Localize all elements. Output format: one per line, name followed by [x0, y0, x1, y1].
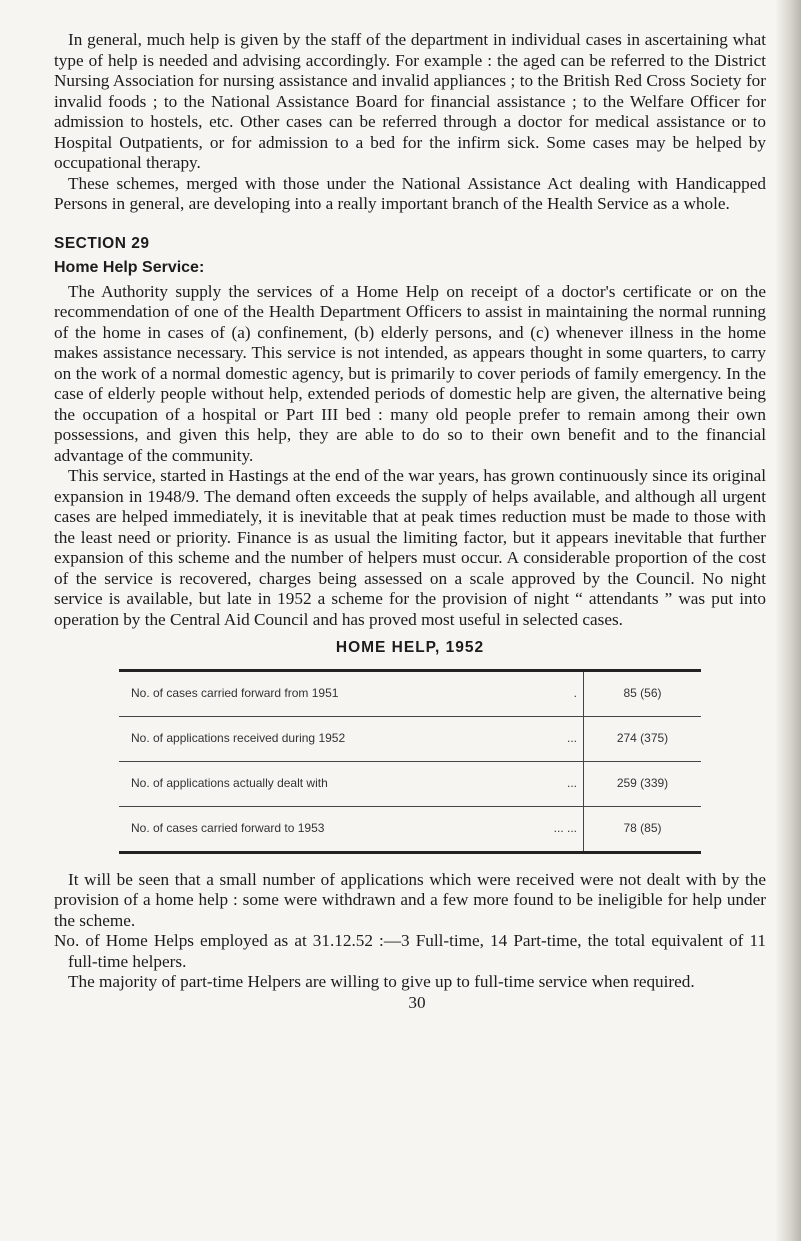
table-row — [119, 761, 701, 806]
leader-dots: ... — [566, 731, 577, 746]
leader-dots: ... ... — [553, 821, 577, 836]
after-paragraph-3: The majority of part-time Helpers are willing to give up to full-time service when required. — [68, 972, 695, 991]
row-value: 274 (375) — [584, 716, 702, 761]
row-label: No. of applications received during 1952 ... — [119, 716, 584, 761]
row-label: No. of cases carried forward from 1951 . — [119, 670, 584, 716]
intro-paragraph-1: In general, much help is given by the staff of the department in individual cases in ascertaining what type of help is needed and advising accordingly. For example : the aged can be referred to the District Nursing Association for nursing assistance and invalid appliances ; to the British Red Cross Society for invalid foods ; to the National Assistance Board for financial assistance ; to the Welfare Officer for admission to hostels, etc. Other cases can be referred through a doctor for medical assistance or to Hospital Outpatients, or for admission to a bed for the infirm sick. Some cases may be helped by occupational therapy. — [54, 30, 766, 172]
row-value: 85 (56) — [584, 670, 702, 716]
row-value: 78 (85) — [584, 806, 702, 852]
section-subheading: Home Help Service: — [54, 259, 205, 276]
section-paragraph-2: This service, started in Hastings at the end of the war years, has grown continuously since its original expansion in 1948/9. The demand often exceeds the supply of helps available, and although all urgent cases are helped immediately, it is inevitable that at peak times reduction must be made to those with the least need or priority. Finance is as usual the limiting factor, but it appears inevitable that further expansion of this scheme and the number of helpers must occur. A considerable proportion of the cost of the service is recovered, charges being assessed on a scale approved by the Council. No night service is available, but late in 1952 a scheme for the provision of night “ attendants ” was put into operation by the Central Aid Council and has proved most useful in selected cases. — [54, 466, 766, 629]
table-title: HOME HELP, 1952 — [335, 639, 485, 656]
table-row — [119, 806, 701, 852]
table-row — [119, 670, 701, 716]
after-paragraph-1: It will be seen that a small number of applications which were received were not dealt with by the provision of a home help : some were withdrawn and a few more found to be ineligible for help under the scheme. — [54, 869, 766, 930]
section-paragraph-1: The Authority supply the services of a Home Help on receipt of a doctor's certificate or on the recommendation of one of the Health Department Officers to assist in maintaining the normal running of the home in cases of (a) confinement, (b) elderly persons, and (c) whenever illness in the home makes assistance necessary. This service is not intended, as appears thought in some quarters, to carry on the work of a normal domestic agency, but is primarily to cover periods of family emergency. In the case of elderly people without help, extended periods of domestic help are given, the alternative being the occupation of a hospital or Part III bed : many old people prefer to remain among their own possessions, and given this help, they are able to do so to their own benefit and to the financial advantage of the community. — [54, 281, 766, 465]
row-label: No. of cases carried forward to 1953 ... ... — [119, 806, 584, 852]
intro-paragraph-2: These schemes, merged with those under the National Assistance Act dealing with Handicapped Persons in general, are developing into a really important branch of the Health Service as a whole. — [54, 173, 766, 213]
home-help-table — [119, 669, 701, 854]
table-row — [119, 716, 701, 761]
section-heading: SECTION 29 — [54, 234, 150, 252]
leader-dots: ... — [566, 776, 577, 791]
after-paragraph-2: No. of Home Helps employed as at 31.12.52 :—3 Full-time, 14 Part-time, the total equivalent of 11 full-time helpers. — [54, 931, 766, 971]
leader-dots: . — [573, 686, 577, 701]
row-label: No. of applications actually dealt with ... — [119, 761, 584, 806]
row-value: 259 (339) — [584, 761, 702, 806]
page-edge-shadow — [775, 0, 801, 1241]
page-number: 30 — [408, 992, 426, 1012]
document-page — [54, 30, 766, 1013]
